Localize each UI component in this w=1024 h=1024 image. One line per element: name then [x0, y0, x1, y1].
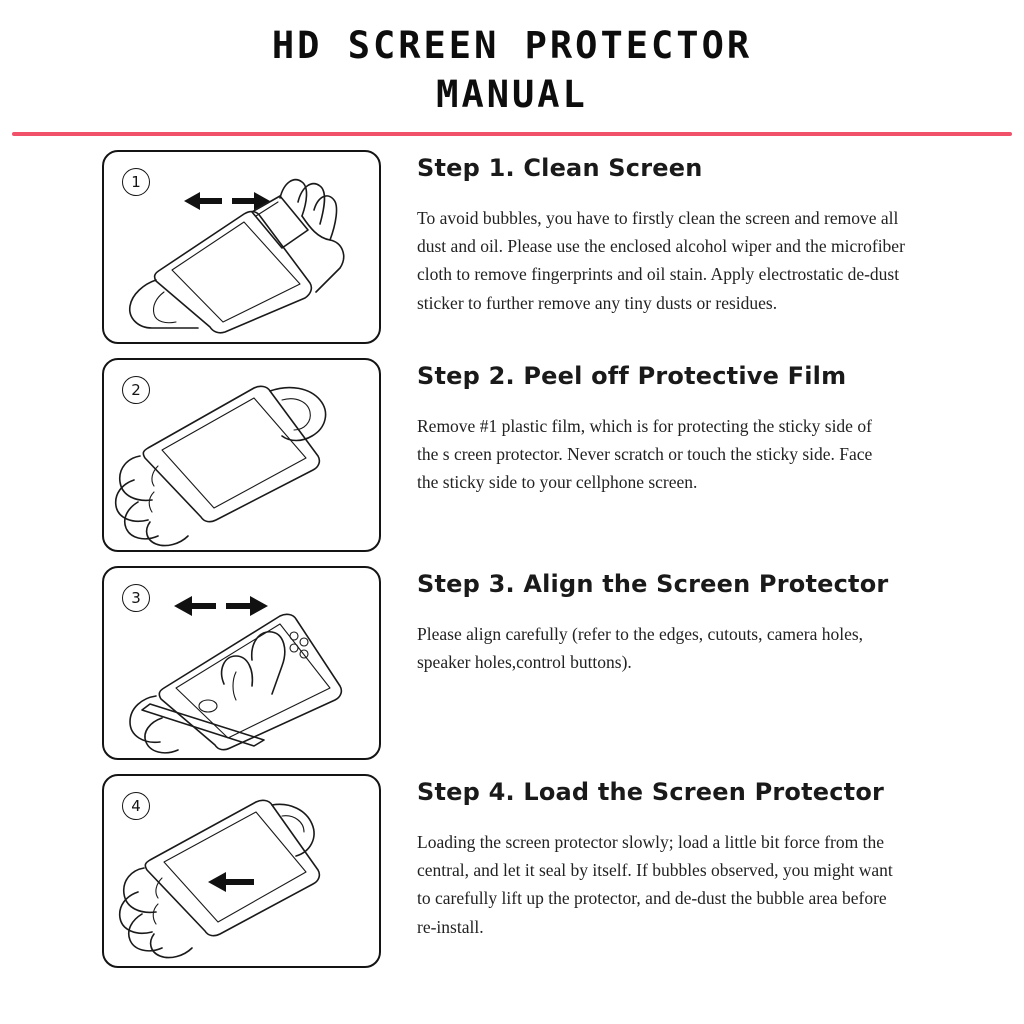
- step-1-text: To avoid bubbles, you have to firstly clean the screen and remove all dust and oil. Please use the enclosed alcohol wiper and the microfiber cloth to remove fingerprints and oil stain. Apply electrostatic de-dust sticker to further remove any tiny dusts or residues.: [417, 207, 905, 313]
- step-4-text: Loading the screen protector slowly; load a little bit force from the central, and let it seal by itself. If bubbles observed, you might want to carefully lift up the protector, and de-dust the bubble area before re-install.: [417, 831, 893, 937]
- step-2-heading: Step 2. Peel off Protective Film: [417, 361, 847, 390]
- step-2-figure: [102, 358, 381, 552]
- step-1-heading: Step 1. Clean Screen: [417, 153, 703, 182]
- left-arrow-icon: [208, 872, 254, 892]
- step-1-body: [381, 150, 1008, 317]
- double-arrow-icon: [184, 192, 270, 210]
- page-title-line-2: MANUAL: [436, 72, 588, 116]
- step-4-figure: [102, 774, 381, 968]
- double-arrow-icon: [174, 596, 268, 616]
- step-1-figure: [102, 150, 381, 344]
- step-3-text: Please align carefully (refer to the edges, cutouts, camera holes, speaker holes,control buttons).: [417, 623, 864, 672]
- step-3-heading: Step 3. Align the Screen Protector: [417, 569, 889, 598]
- step-item: [16, 566, 1008, 760]
- step-3-number: 3: [122, 584, 150, 612]
- step-2-number: 2: [122, 376, 150, 404]
- step-3-body: [381, 566, 1008, 677]
- steps-list: [0, 136, 1024, 968]
- document-header: [0, 0, 1024, 136]
- step-1-number: 1: [122, 168, 150, 196]
- step-2-body: [381, 358, 1008, 497]
- step-4-heading: Step 4. Load the Screen Protector: [417, 777, 885, 806]
- step-4-body: [381, 774, 1008, 941]
- step-3-figure: [102, 566, 381, 760]
- step-item: [16, 358, 1008, 552]
- step-item: [16, 774, 1008, 968]
- page-title-line-1: HD SCREEN PROTECTOR: [271, 24, 753, 67]
- step-4-number: 4: [122, 792, 150, 820]
- step-2-text: Remove #1 plastic film, which is for protecting the sticky side of the s creen protector. Never scratch or touch the sticky side. Face the sticky side to your cellphone screen.: [417, 415, 873, 493]
- step-item: [16, 150, 1008, 344]
